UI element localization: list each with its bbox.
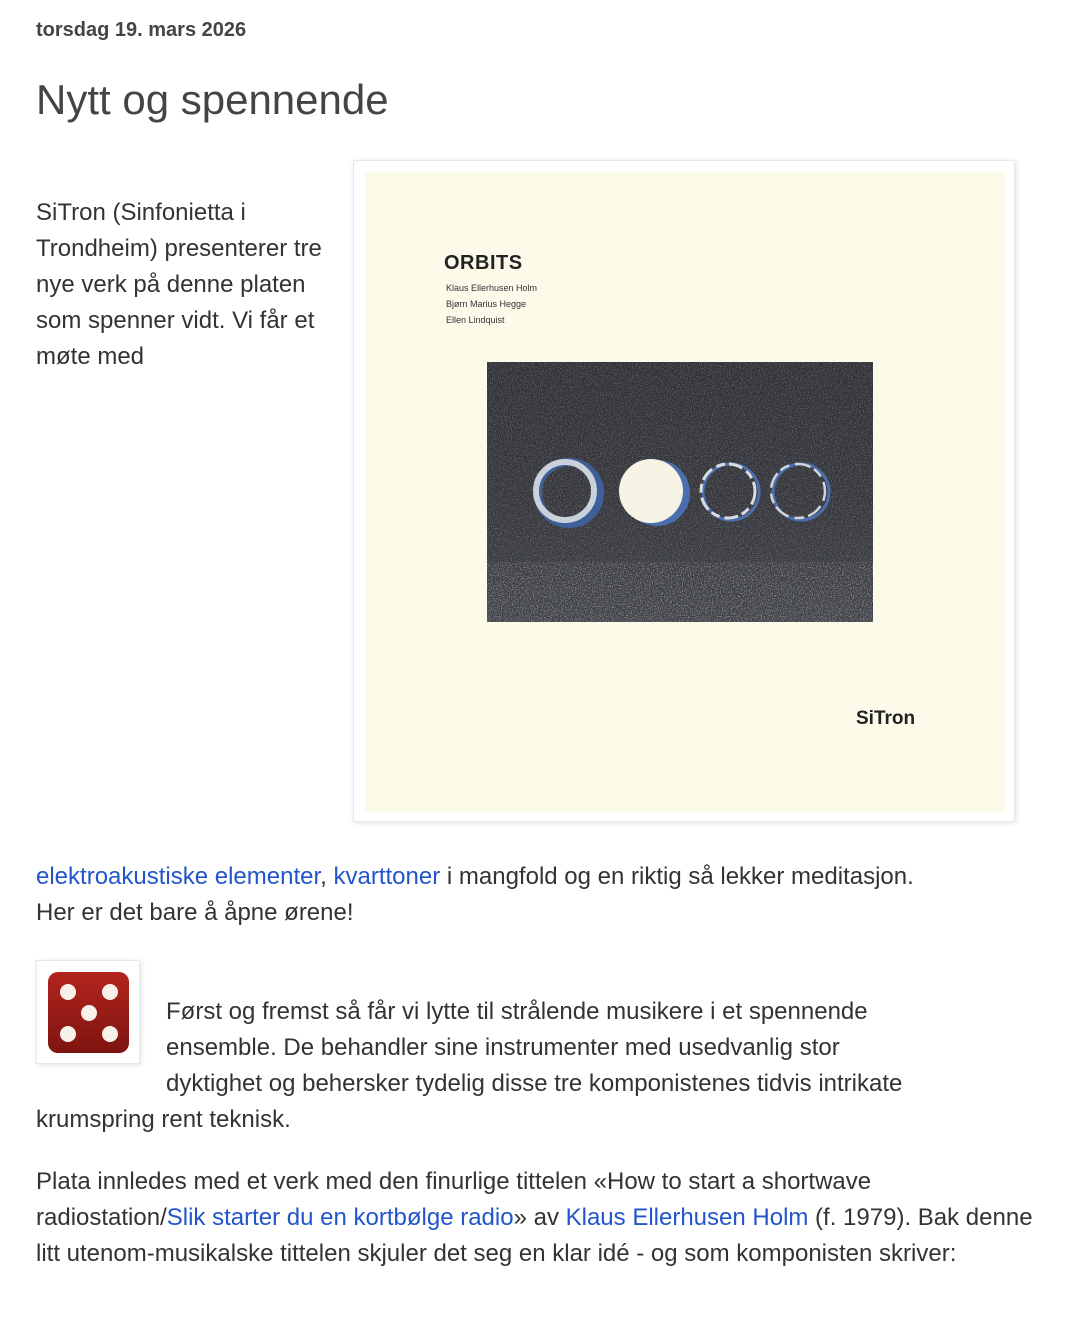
paragraph-4 (36, 1164, 1036, 1272)
paragraph-2 (36, 859, 1036, 931)
paragraph-3 (36, 994, 1036, 1138)
paragraph-4-text: Plata innledes med et verk med den finurlige tittelen «How to start a shortwave radiostation/ (36, 1168, 872, 1231)
album-composers (446, 280, 537, 328)
paragraph-4-text: » av (513, 1204, 566, 1231)
paragraph-4-text: (f. 1979). Bak denne litt utenom-musikalske tittelen skjuler det seg en klar idé - og som komponisten skriver: (36, 1204, 1033, 1267)
paragraph-3-line: krumspring rent teknisk. (36, 1106, 291, 1133)
album-title: ORBITS (444, 252, 523, 274)
paragraph-2-text: i mangfold og en riktig så lekker meditasjon. (440, 863, 914, 890)
paragraph-3-line: ensemble. De behandler sine instrumenter med usedvanlig stor (166, 1034, 840, 1061)
album-composer: Klaus Ellerhusen Holm (446, 283, 538, 293)
link-klaus-ellerhusen-holm[interactable]: Klaus Ellerhusen Holm (565, 1204, 809, 1231)
album-label: SiTron (856, 708, 916, 729)
album-composer: Ellen Lindquist (446, 315, 505, 325)
link-slik-starter-du[interactable]: Slik starter du en kortbølge radio (166, 1204, 514, 1231)
post-title[interactable]: Nytt og spennende (36, 76, 389, 123)
paragraph-3-line: Først og fremst så får vi lytte til strålende musikere i et spennende (166, 998, 868, 1025)
paragraph-2-text-2: Her er det bare å åpne ørene! (36, 899, 354, 926)
intro-paragraph: SiTron (Sinfonietta i Trondheim) presenterer tre nye verk på denne platen som spenner vidt. Vi får et møte med (36, 199, 322, 370)
album-composer: Bjørn Marius Hegge (446, 299, 527, 309)
separator-text: , (320, 863, 334, 890)
paragraph-3-line: dyktighet og behersker tydelig disse tre komponistenes tidvis intrikate (166, 1070, 903, 1097)
link-kvarttoner[interactable]: kvarttoner (333, 863, 441, 890)
album-artwork (487, 362, 873, 622)
album-cover (365, 172, 1005, 812)
post-date: torsdag 19. mars 2026 (36, 19, 247, 41)
link-elektroakustiske-elementer[interactable]: elektroakustiske elementer (36, 863, 321, 890)
album-cover-frame[interactable] (353, 160, 1015, 822)
